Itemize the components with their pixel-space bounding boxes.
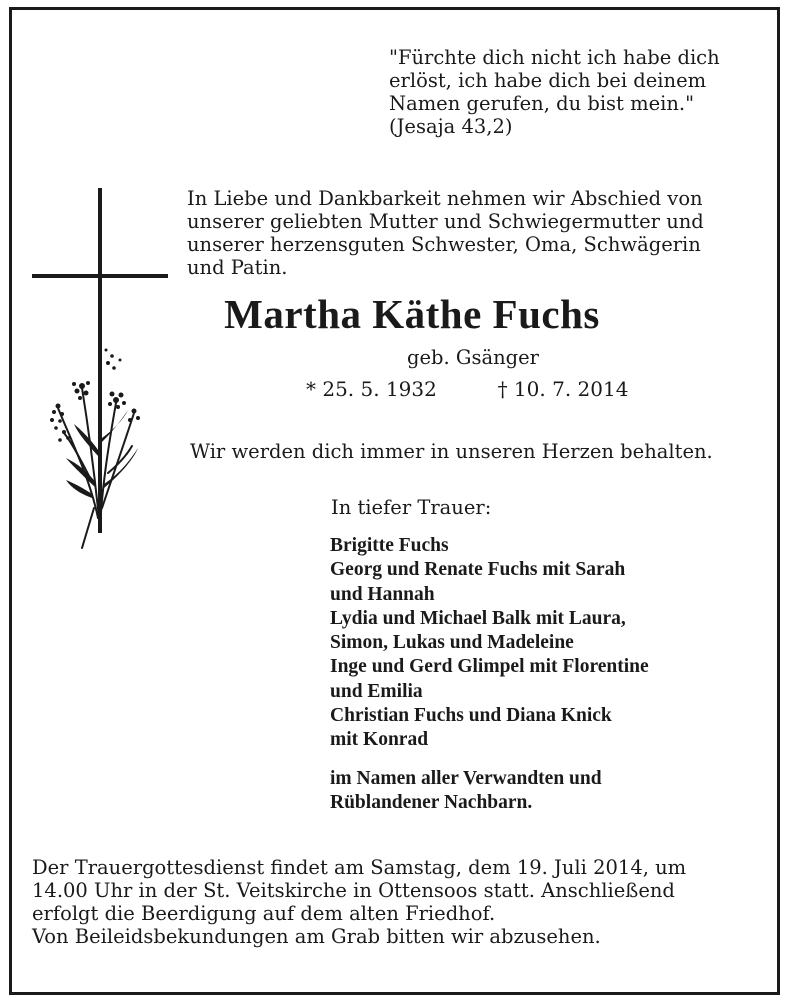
mourner-line: Brigitte Fuchs [330, 535, 449, 556]
life-dates [306, 377, 628, 401]
quote-line: Namen gerufen, du bist mein." [389, 92, 695, 115]
mourner-line: und Emilia [330, 680, 423, 702]
mourner-line: Christian Fuchs und Diana Knick [330, 705, 612, 727]
death-date: † 10. 7. 2014 [497, 377, 629, 401]
intro-text [187, 187, 704, 279]
service-line: erfolgt die Beerdigung auf dem alten Friedhof. [32, 902, 496, 925]
mourner-line: und Hannah [330, 583, 435, 605]
mourners-list [330, 534, 649, 815]
cross-with-flowers-icon [30, 188, 170, 558]
intro-line: unserer herzensguten Schwester, Oma, Schwägerin [187, 233, 701, 256]
service-line: Von Beileidsbekundungen am Grab bitten wir abzusehen. [32, 925, 601, 948]
mourner-line: Georg und Renate Fuchs mit Sarah [330, 559, 626, 581]
intro-line: und Patin. [187, 256, 288, 279]
service-line: 14.00 Uhr in der St. Veitskirche in Ottensoos statt. Anschließend [32, 879, 675, 902]
birth-date: * 25. 5. 1932 [306, 377, 437, 401]
mourner-extra-line: im Namen aller Verwandten und [330, 767, 602, 789]
birth-name: geb. Gsänger [406, 346, 539, 369]
mourner-extra-line: Rüblandener Nachbarn. [330, 791, 533, 813]
service-info [32, 856, 686, 948]
quote-line: erlöst, ich habe dich bei deinem [389, 69, 707, 92]
quote-source: (Jesaja 43,2) [389, 115, 513, 138]
service-line: Der Trauergottesdienst findet am Samstag, dem 19. Juli 2014, um [32, 856, 687, 879]
mourner-line: Simon, Lukas und Madeleine [330, 632, 574, 654]
mourning-label: In tiefer Trauer: [331, 496, 492, 519]
quote-line: "Fürchte dich nicht ich habe dich [389, 46, 720, 69]
closing-line: Wir werden dich immer in unseren Herzen behalten. [190, 440, 713, 463]
mourner-line: Inge und Gerd Glimpel mit Florentine [330, 656, 649, 678]
mourner-line: mit Konrad [330, 729, 429, 751]
mourner-line: Lydia und Michael Balk mit Laura, [330, 607, 626, 629]
intro-line: unserer geliebten Mutter und Schwiegermutter und [187, 210, 704, 233]
deceased-name: Martha Käthe Fuchs [224, 291, 600, 337]
intro-line: In Liebe und Dankbarkeit nehmen wir Abschied von [187, 187, 703, 210]
bible-quote [389, 46, 720, 138]
